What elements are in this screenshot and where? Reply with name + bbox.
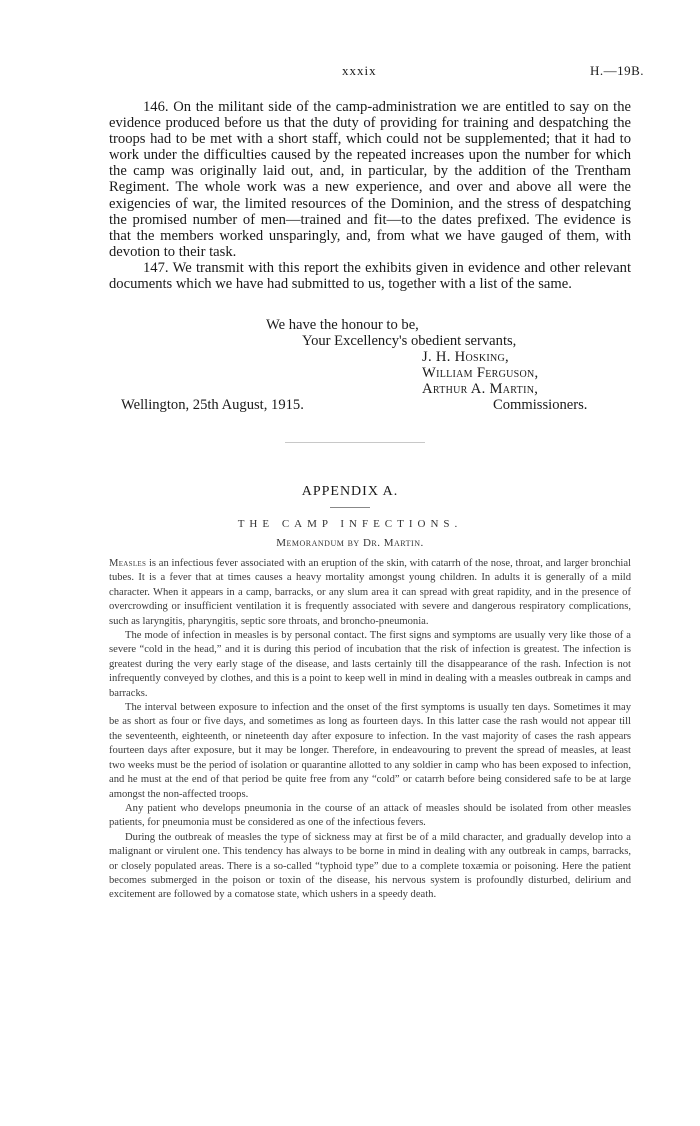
paragraph-147: 147. We transmit with this report the exhibits given in evidence and other relevant documents which we have had submitted to us, together with a list of the same. xyxy=(109,259,631,293)
memorandum-byline: Memorandum by Dr. Martin. xyxy=(276,537,424,549)
appendix-paragraph-5: During the outbreak of measles the type of sickness may at first be of a mild character, and gradually develop into a malignant or virulent one. This tendency has always to be borne in mind in dealing with any outbreak in camps, barracks, or closely populated areas. There is a so-called “typhoid type” due to a complete toxæmia or poisoning. Here the patient becomes submerged in the poison or toxin of the disease, his nervous system is profoundly disturbed, delirium and excitement are followed by a comatose state, which ushers in a speedy death. xyxy=(109,831,631,901)
signoff-line-honour: We have the honour to be, xyxy=(266,317,419,333)
page-number: xxxix xyxy=(342,63,377,78)
appendix-section-title: THE CAMP INFECTIONS. xyxy=(237,518,463,530)
appendix-paragraph-2: The mode of infection in measles is by personal contact. The first signs and symptoms are usually very like those of a severe “cold in the head,” and it is during this period of incubation that the risk of infection is greatest. The infection is greatest during the very early stage of the disease, and lasts certainly till the disappearance of the rash. Infection is not infrequently conveyed by clothes, and this is a point to keep well in mind in dealing with a measles outbreak in camps and barracks. xyxy=(109,630,631,699)
page-header xyxy=(0,63,700,83)
document-reference: H.—19B. xyxy=(589,63,644,78)
appendix-body xyxy=(109,557,631,903)
appendix-paragraph-1 xyxy=(109,557,631,629)
appendix-title: APPENDIX A. xyxy=(301,484,399,499)
signatory-martin: Arthur A. Martin, xyxy=(422,381,539,397)
paragraph-146: 146. On the militant side of the camp-administration we are entitled to say on the evidence produced before us that the duty of providing for training and despatching the troops had to be met with a short staff, which could not be supplemented; that it had to work under the difficulties caused by the repeated increases upon the number for which the camp was originally laid out, and, in particular, by the addition of the Trentham Regiment. The whole work was a new experience, and over and above all were the exigencies of war, the limited resources of the Dominion, and the stress of despatching the promised number of men—trained and fit—to the dates prefixed. The evidence is that the members worked unsparingly, and, from what we have gauged of them, with devotion to their task. xyxy=(109,99,631,260)
commissioners-label: Commissioners. xyxy=(493,397,588,413)
lead-word: Measles xyxy=(109,558,147,569)
section-divider xyxy=(285,442,425,443)
title-rule xyxy=(330,507,370,508)
place-and-date: Wellington, 25th August, 1915. xyxy=(121,397,304,413)
appendix-paragraph-3: The interval between exposure to infection and the onset of the first symptoms is usually ten days. Sometimes it may be as short as four or five days, and sometimes as long as fourteen days. In this latter case the rash would not appear till the seventeenth, eighteenth, or nineteenth day after exposure to infection. In the vast majority of cases the rash appears fourteen days after exposure, but it may be longer. Therefore, in endeavouring to prevent the spread of measles, at least two weeks must be the period of isolation or quarantine allotted to any soldier in camp who has been exposed to infection, and he must at the end of that period be quite free from any “cold” or catarrh before being considered safe to be at large amongst the non-affected troops. xyxy=(109,702,631,800)
report-body xyxy=(109,99,631,292)
appendix-paragraph-4: Any patient who develops pneumonia in the course of an attack of measles should be isolated from other measles patients, for pneumonia must be considered as one of the infectious fevers. xyxy=(109,802,631,829)
signoff-line-servants: Your Excellency's obedient servants, xyxy=(302,333,517,349)
signatory-ferguson: William Ferguson, xyxy=(422,365,539,381)
signatory-hosking: J. H. Hosking, xyxy=(422,349,509,365)
appendix-paragraph-1-text: is an infectious fever associated with an eruption of the skin, with catarrh of the nose, throat, and larger bronchial tubes. It is a fever that at times causes a heavy mortality amongst young children. In adults it is generally of a mild character. When it appears in a camp, barracks, or any slum area it can spread with great rapidity, and in the presence of overcrowding or insufficient ventilation it is frequently associated with severe and dangerous respiratory complications, such as laryngitis, pharyngitis, septic sore throats, and broncho-pneumonia. xyxy=(109,558,631,627)
